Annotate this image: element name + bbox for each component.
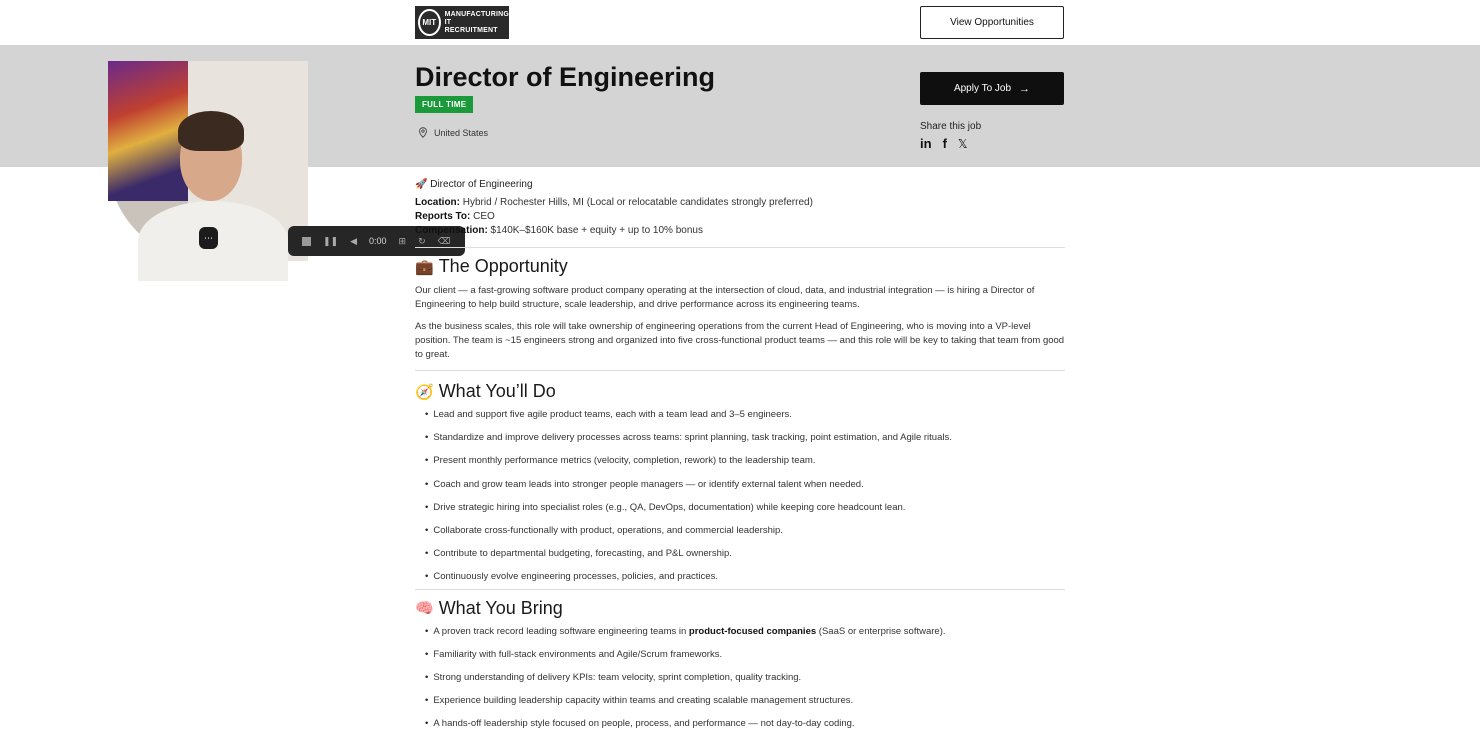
x-icon[interactable]: 𝕏 [958,137,968,151]
section-divider [415,247,1065,248]
list-item: • Present monthly performance metrics (velocity, completion, rework) to the leadership team. [425,455,1065,478]
opportunity-paragraph-1: Our client — a fast-growing software product company operating at the intersection of cloud, data, and industrial integration — is hiring a Director of Engineering to help build structure, scale leadership, and drive performance across its engineering teams. [415,284,1065,312]
job-location [418,127,488,138]
section-heading-opportunity [415,256,1065,277]
compass-icon: 🧭 [415,383,434,401]
job-description [415,178,1065,741]
webcam-options-button[interactable]: ⋯ [199,227,218,249]
opportunity-paragraph-2: As the business scales, this role will take ownership of engineering operations from the current Head of Engineering, who is moving into a VP-level position. The team is ~15 engineers strong and organized into five cross-functional product teams — and this role will be key to taking that team from good to great. [415,320,1065,362]
apply-to-job-button[interactable] [920,72,1064,105]
section-divider [415,589,1065,590]
what-youll-do-heading-text: What You’ll Do [439,381,556,402]
mute-icon[interactable]: ◀ [350,236,357,247]
view-opportunities-button[interactable]: View Opportunities [920,6,1064,39]
meta-location [415,196,1065,210]
list-item: • Familiarity with full-stack environments and Agile/Scrum frameworks. [425,649,1065,672]
logo-text-line2: RECRUITMENT [445,27,509,35]
qualification-1-pre: A proven track record leading software engineering teams in [433,626,689,637]
list-item: • Collaborate cross-functionally with product, operations, and commercial leadership. [425,525,1065,548]
meta-reports-label: Reports To: [415,211,470,222]
background-artwork [108,61,188,201]
presenter-hair [178,111,244,151]
list-item: • Contribute to departmental budgeting, forecasting, and P&L ownership. [425,548,1065,571]
briefcase-icon: 💼 [415,258,434,276]
qualification-1-post: (SaaS or enterprise software). [816,626,945,637]
qualifications-list [425,626,1065,741]
section-divider [415,370,1065,371]
restart-icon[interactable]: ↻ [418,236,426,247]
employment-type-badge: FULL TIME [415,96,473,113]
section-heading-what-you-bring [415,598,1065,619]
list-item: • Coach and grow team leads into stronger people managers — or identify external talent when needed. [425,479,1065,502]
meta-comp-value: $140K–$160K base + equity + up to 10% bonus [488,225,703,236]
description-intro: 🚀 Director of Engineering [415,179,1065,190]
stop-icon[interactable] [302,237,311,246]
responsibilities-list [425,409,1065,595]
company-logo[interactable] [415,6,509,39]
list-item: • Strong understanding of delivery KPIs: team velocity, sprint completion, quality tracking. [425,672,1065,695]
share-job-label: Share this job [920,121,981,132]
recording-timer: 0:00 [369,236,387,246]
logo-text-line1: MANUFACTURING IT [445,11,509,27]
list-item [425,626,1065,649]
list-item: • Continuously evolve engineering processes, policies, and practices. [425,571,1065,594]
arrow-right-icon: → [1019,83,1030,95]
linkedin-icon[interactable]: in [920,136,932,151]
logo-mark: MIT [418,9,441,36]
job-title: Director of Engineering [415,62,715,93]
meta-comp-label: Compensation: [415,225,488,236]
list-item: • Drive strategic hiring into specialist roles (e.g., QA, DevOps, documentation) while keeping core headcount lean. [425,502,1065,525]
facebook-icon[interactable]: f [943,136,947,151]
brain-icon: 🧠 [415,599,434,617]
apply-button-label: Apply To Job [954,83,1011,94]
logo-wordmark [445,11,509,35]
what-you-bring-heading-text: What You Bring [439,598,563,619]
job-location-text: United States [434,128,488,138]
meta-location-label: Location: [415,197,460,208]
meta-location-value: Hybrid / Rochester Hills, MI (Local or relocatable candidates strongly preferred) [460,197,813,208]
qualification-1-bold: product-focused companies [689,626,816,637]
meta-compensation [415,224,1065,238]
list-item: • Standardize and improve delivery processes across teams: sprint planning, task tracking, point estimation, and Agile rituals. [425,432,1065,455]
list-item: • A hands-off leadership style focused on people, process, and performance — not day-to-day coding. [425,718,1065,741]
list-item: • Experience building leadership capacity within teams and creating scalable management structures. [425,695,1065,718]
meta-reports-value: CEO [470,211,494,222]
meta-reports-to [415,210,1065,224]
section-heading-what-youll-do [415,381,1065,402]
top-nav-bar [0,0,1480,45]
opportunity-heading-text: The Opportunity [439,256,568,277]
grid-icon[interactable]: ⊞ [399,236,407,247]
trash-icon[interactable]: ⌫ [438,236,451,247]
list-item: • Lead and support five agile product teams, each with a team lead and 3–5 engineers. [425,409,1065,432]
location-pin-icon [418,127,428,138]
share-icons [920,136,968,151]
pause-icon[interactable]: ❚❚ [323,236,338,247]
